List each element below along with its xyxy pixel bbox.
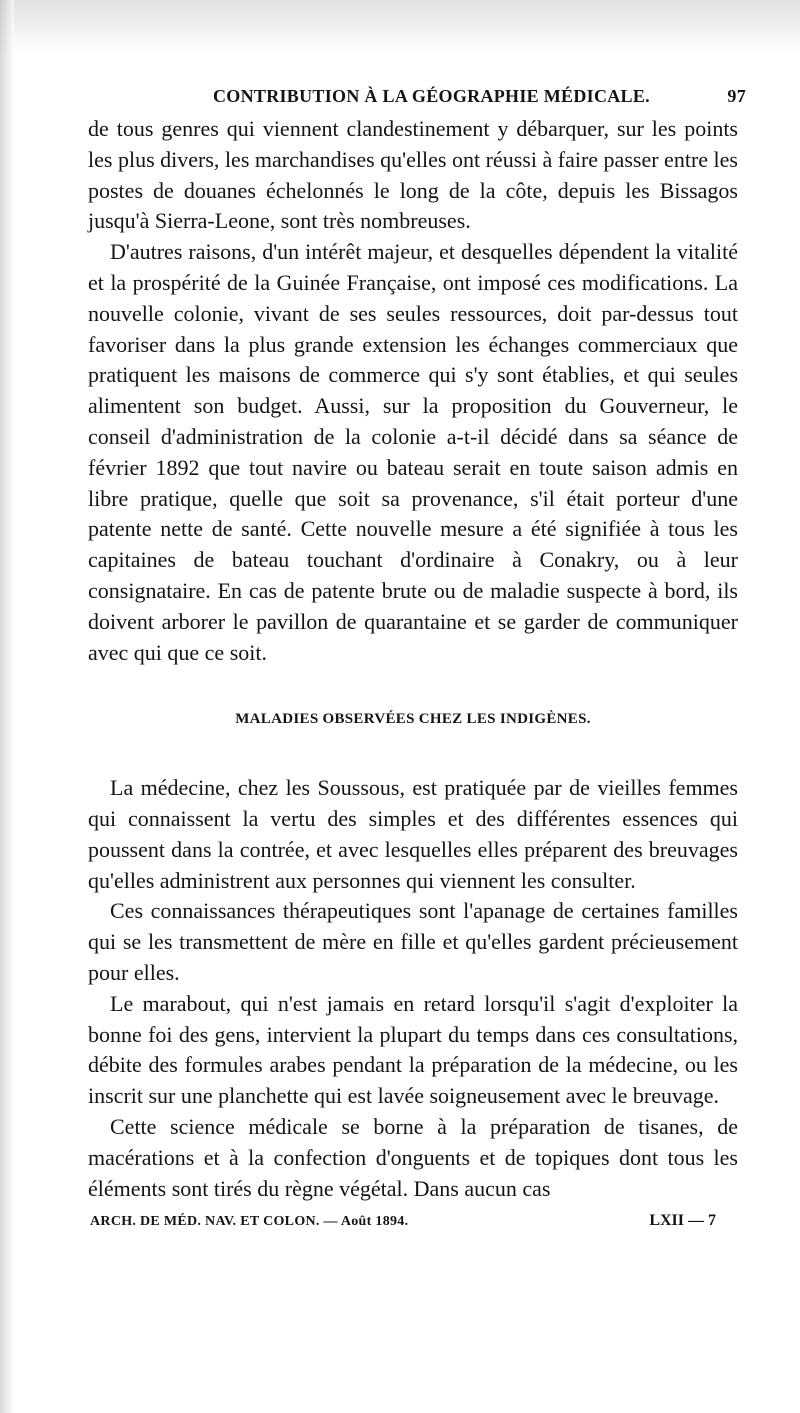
book-page <box>88 80 746 1240</box>
running-head <box>88 80 746 114</box>
scan-shadow-left <box>0 0 14 1413</box>
scan-shadow-top <box>0 0 800 55</box>
paragraph: D'autres raisons, d'un intérêt majeur, et desquelles dépendent la vitalité et la prospérité de la Guinée Française, ont imposé ces modifications. La nouvelle colonie, vivant de ses seules ressources, doit par-dessus tout favoriser dans la plus grande extension les échanges commerciaux que pratiquent les maisons de commerce qui s'y sont établies, et qui seules alimentent son budget. Aussi, sur la proposition du Gouverneur, le conseil d'administration de la colonie a-t-il décidé dans sa séance de février 1892 que tout navire ou bateau serait en toute saison admis en libre pratique, quelle que soit sa provenance, s'il était porteur d'une patente nette de santé. Cette nouvelle mesure a été signifiée à tous les capitaines de bateau touchant d'ordinaire à Conakry, ou à leur consignataire. En cas de patente brute ou de maladie suspecte à bord, ils doivent arborer le pavillon de quarantaine et se garder de communiquer avec qui que ce soit. <box>88 239 738 665</box>
signature-mark: LXII — 7 <box>649 1212 716 1230</box>
running-head-title: CONTRIBUTION À LA GÉOGRAPHIE MÉDICALE. <box>213 86 650 106</box>
paragraph: Cette science médicale se borne à la préparation de tisanes, de macérations et à la confection d'onguents et de topiques dont tous les éléments sont tirés du règne végétal. Dans aucun cas <box>88 1113 738 1201</box>
body-text <box>88 114 738 1204</box>
paragraph: La médecine, chez les Soussous, est pratiquée par de vieilles femmes qui connaissent la vertu des simples et des différentes essences qui poussent dans la contrée, et avec lesquelles elles préparent des breuvages qu'elles administrent aux personnes qui viennent les consulter. <box>88 775 738 893</box>
journal-reference: ARCH. DE MÉD. NAV. ET COLON. — Août 1894. <box>90 1214 409 1230</box>
paragraph-continued: de tous genres qui viennent clandestinement y débarquer, sur les points les plus divers, les marchandises qu'elles ont réussi à faire passer entre les postes de douanes échelonnés le long de la côte, depuis les Bissagos jusqu'à Sierra-Leone, sont très nombreuses. <box>88 116 738 234</box>
paragraph: Ces connaissances thérapeutiques sont l'apanage de certaines familles qui se les transmettent de mère en fille et qu'elles gardent précieusement pour elles. <box>88 898 738 985</box>
page-footer <box>88 1212 738 1240</box>
section-heading: MALADIES OBSERVÉES CHEZ LES INDIGÈNES. <box>235 711 591 728</box>
paragraph: Le marabout, qui n'est jamais en retard lorsqu'il s'agit d'exploiter la bonne foi des gens, intervient la plupart du temps dans ces consultations, débite des formules arabes pendant la préparation de la médecine, ou les inscrit sur une planchette qui est lavée soigneusement avec le breuvage. <box>88 990 738 1109</box>
page-number: 97 <box>727 86 746 106</box>
